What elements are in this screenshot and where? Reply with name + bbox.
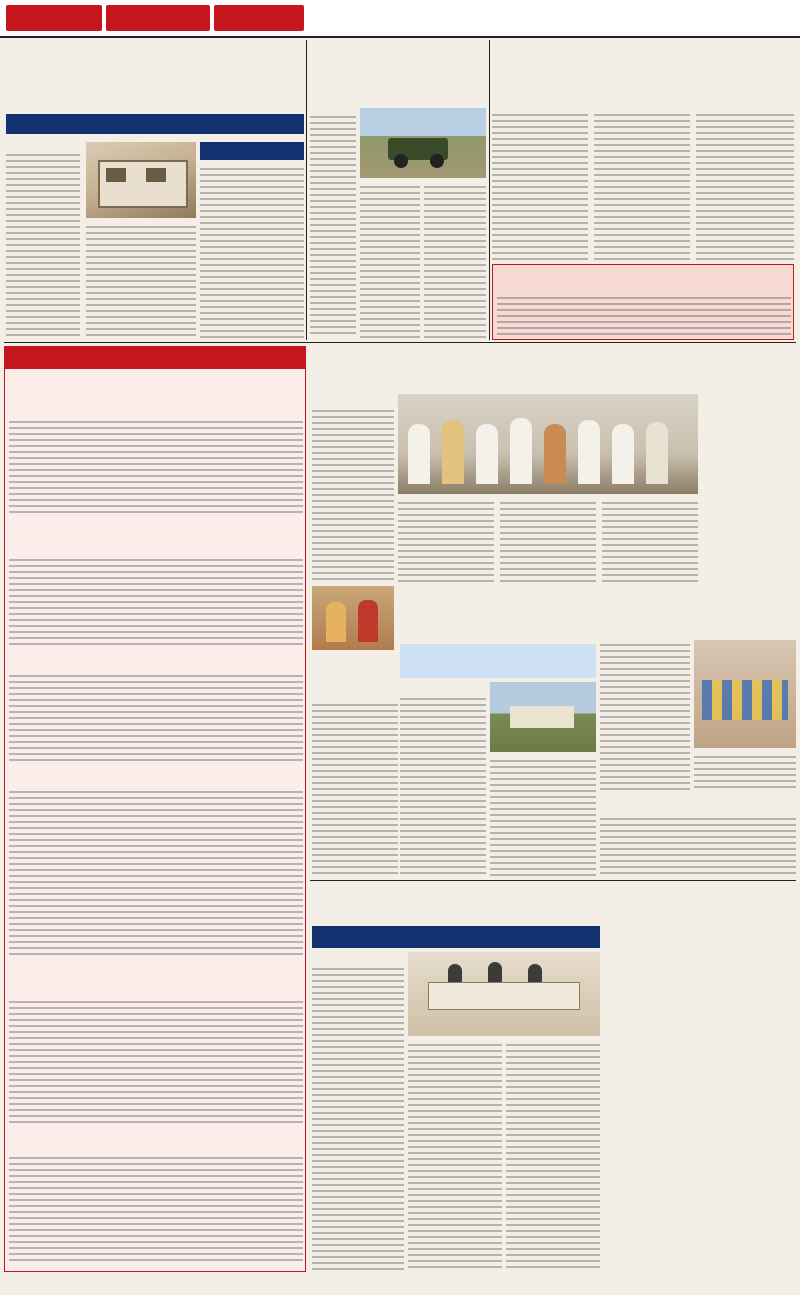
story2-text-col2 [360,182,420,338]
story4-text-col2 [398,498,494,582]
story7-subhead [400,644,596,678]
divider-v1 [306,40,307,340]
story10-text-col1 [312,964,404,1270]
city-tab-3[interactable] [214,5,304,31]
brief-item-5-text [9,997,303,1127]
divider-h1 [4,342,796,343]
story4-subhead [312,374,698,390]
brief-item-3-text [9,671,303,761]
brief-item-4-text [9,787,303,957]
story2-photo [360,108,486,178]
story8-photo [694,640,796,748]
story8-headline [600,586,796,626]
story8-text-col1 [600,640,690,790]
brief-item-2 [9,519,303,553]
story4-text-col4 [602,498,698,582]
story2-text-col3 [424,182,486,338]
story4-text-col1 [312,406,394,582]
story1-subhead [6,114,304,134]
story3-dateline [492,98,612,108]
story8-text-col2 [694,752,796,790]
brief-item-6 [9,1131,303,1151]
story9-headline [600,794,796,812]
ambedkar-box [492,264,794,340]
story3-text-col2 [594,110,690,260]
brief-title [5,347,305,369]
story1-box-title [200,142,304,160]
story10-text-col2 [408,1040,502,1270]
story7-photo [490,682,596,752]
page-number [772,8,798,30]
story10-headline [312,884,600,924]
masthead-title [652,1,770,35]
story6-photo [312,586,394,650]
story1-photo [86,142,196,218]
story1-text-col1 [6,150,80,338]
story2-headline [310,42,486,94]
ambedkar-box-title [497,267,791,291]
story6-text [312,700,398,876]
story8-dateline [600,628,700,638]
story4-photo [398,394,698,494]
story4-text-col3 [500,498,596,582]
story4-headline [312,346,698,372]
story2-dateline [310,98,420,108]
divider-v2 [489,40,490,340]
story1-text-col2 [86,222,196,338]
ambedkar-box-text [497,293,791,337]
brief-item-2-text [9,555,303,645]
story7-text-col2 [490,756,596,876]
brief-item-6-text [9,1153,303,1265]
masthead-bar [0,0,800,38]
story7-text-col1 [400,694,486,876]
story4-dateline [312,394,392,404]
story3-text-col1 [492,110,588,260]
story2-text-col1 [310,112,356,338]
brief-box [4,346,306,1272]
brief-item-1 [9,373,303,413]
story10-subhead [312,926,600,948]
story3-text-col3 [696,110,794,260]
brief-item-5 [9,961,303,995]
story10-text-col3 [506,1040,600,1270]
story3-headline [492,42,794,94]
brief-item-4 [9,765,303,785]
story7-headline [400,586,596,642]
story7-dateline [400,682,480,692]
story10-dateline [312,952,422,962]
brief-item-3 [9,649,303,669]
story1-headline [6,42,304,110]
divider-h2 [310,880,796,881]
story1-box-text [200,164,304,338]
city-tab-1[interactable] [6,5,102,31]
story10-photo [408,952,600,1036]
city-tab-2[interactable] [106,5,210,31]
story9-text [600,814,796,876]
brief-item-1-text [9,417,303,515]
date-line [468,12,648,28]
